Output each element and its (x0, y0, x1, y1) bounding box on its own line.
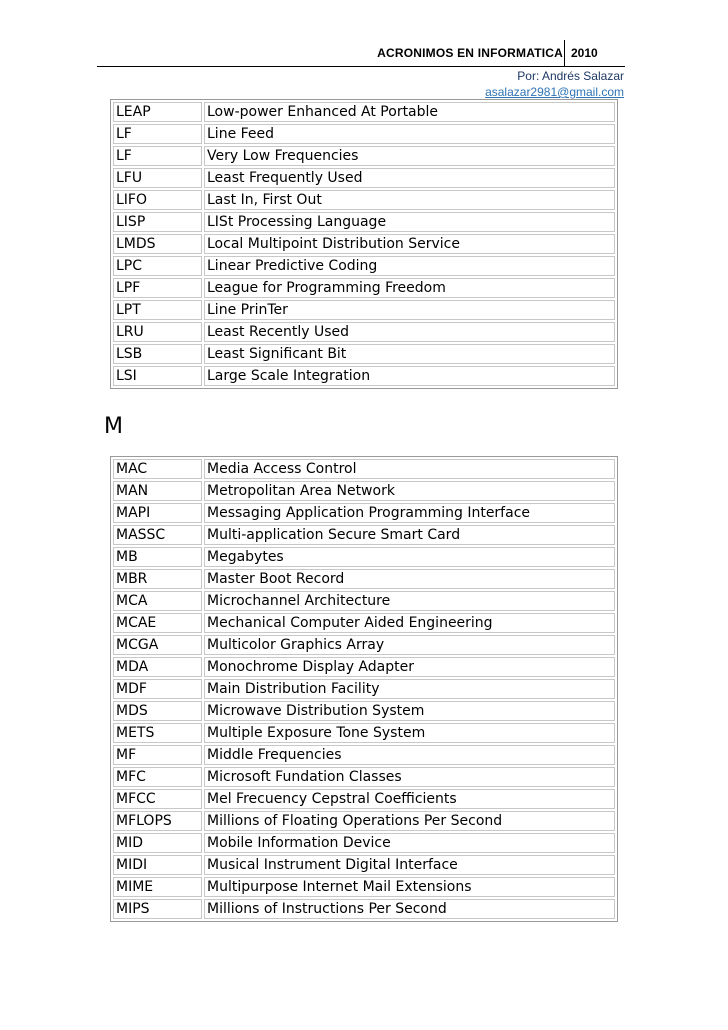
acronym-cell: MFLOPS (113, 811, 202, 831)
acronym-cell: MIPS (113, 899, 202, 919)
meaning-cell: Millions of Floating Operations Per Second (204, 811, 615, 831)
acronym-cell: MAC (113, 459, 202, 479)
table-row (113, 146, 615, 166)
acronym-cell: MDS (113, 701, 202, 721)
meaning-cell: Media Access Control (204, 459, 615, 479)
acronym-cell: LPC (113, 256, 202, 276)
acronym-cell: MIME (113, 877, 202, 897)
acronym-cell: MAN (113, 481, 202, 501)
meaning-cell: Least Significant Bit (204, 344, 615, 364)
meaning-cell: Large Scale Integration (204, 366, 615, 386)
acronym-cell: LPF (113, 278, 202, 298)
acronym-cell: MB (113, 547, 202, 567)
author-line: Por: Andrés Salazar (517, 69, 624, 83)
meaning-cell: Local Multipoint Distribution Service (204, 234, 615, 254)
meaning-cell: Megabytes (204, 547, 615, 567)
table-row (113, 723, 615, 743)
meaning-cell: Messaging Application Programming Interface (204, 503, 615, 523)
acronym-cell: MF (113, 745, 202, 765)
table-row (113, 124, 615, 144)
meaning-cell: Microwave Distribution System (204, 701, 615, 721)
meaning-cell: Musical Instrument Digital Interface (204, 855, 615, 875)
meaning-cell: Multi-application Secure Smart Card (204, 525, 615, 545)
table-row (113, 278, 615, 298)
meaning-cell: Line Feed (204, 124, 615, 144)
meaning-cell: Multicolor Graphics Array (204, 635, 615, 655)
meaning-cell: Multipurpose Internet Mail Extensions (204, 877, 615, 897)
meaning-cell: Mobile Information Device (204, 833, 615, 853)
table-row (113, 877, 615, 897)
table-row (113, 679, 615, 699)
table-row (113, 234, 615, 254)
section-heading-m: M (104, 414, 123, 439)
acronym-cell: LFU (113, 168, 202, 188)
table-row (113, 899, 615, 919)
acronym-cell: LRU (113, 322, 202, 342)
table-row (113, 635, 615, 655)
page-header (97, 40, 625, 67)
table-row (113, 569, 615, 589)
meaning-cell: Mel Frecuency Cepstral Coefficients (204, 789, 615, 809)
meaning-cell: Linear Predictive Coding (204, 256, 615, 276)
table-row (113, 256, 615, 276)
acronym-cell: MASSC (113, 525, 202, 545)
table-row (113, 701, 615, 721)
table-row (113, 190, 615, 210)
acronym-cell: METS (113, 723, 202, 743)
table-row (113, 481, 615, 501)
acronym-cell: MCGA (113, 635, 202, 655)
meaning-cell: Metropolitan Area Network (204, 481, 615, 501)
meaning-cell: Very Low Frequencies (204, 146, 615, 166)
acronym-cell: LPT (113, 300, 202, 320)
table-row (113, 811, 615, 831)
table-row (113, 855, 615, 875)
meaning-cell: Master Boot Record (204, 569, 615, 589)
acronym-table-m (110, 456, 618, 922)
table-row (113, 322, 615, 342)
author-email-link[interactable]: asalazar2981@gmail.com (485, 85, 624, 99)
acronym-cell: MFC (113, 767, 202, 787)
meaning-cell: Least Recently Used (204, 322, 615, 342)
table-row (113, 168, 615, 188)
table-row (113, 300, 615, 320)
table-row (113, 657, 615, 677)
acronym-cell: LSI (113, 366, 202, 386)
table-row (113, 547, 615, 567)
meaning-cell: Microsoft Fundation Classes (204, 767, 615, 787)
meaning-cell: Mechanical Computer Aided Engineering (204, 613, 615, 633)
acronym-cell: MDA (113, 657, 202, 677)
acronym-cell: MBR (113, 569, 202, 589)
meaning-cell: Last In, First Out (204, 190, 615, 210)
table-row (113, 833, 615, 853)
table-row (113, 745, 615, 765)
document-title: ACRONIMOS EN INFORMATICA (377, 46, 563, 60)
table-row (113, 767, 615, 787)
meaning-cell: Main Distribution Facility (204, 679, 615, 699)
acronym-cell: MAPI (113, 503, 202, 523)
header-divider (564, 40, 565, 66)
table-row (113, 789, 615, 809)
acronym-cell: MDF (113, 679, 202, 699)
acronym-cell: MCA (113, 591, 202, 611)
meaning-cell: LISt Processing Language (204, 212, 615, 232)
table-row (113, 212, 615, 232)
acronym-cell: LISP (113, 212, 202, 232)
meaning-cell: Low-power Enhanced At Portable (204, 102, 615, 122)
acronym-cell: LIFO (113, 190, 202, 210)
acronym-cell: LSB (113, 344, 202, 364)
meaning-cell: Millions of Instructions Per Second (204, 899, 615, 919)
document-year: 2010 (571, 46, 598, 60)
table-row (113, 344, 615, 364)
table-row (113, 525, 615, 545)
meaning-cell: Microchannel Architecture (204, 591, 615, 611)
meaning-cell: League for Programming Freedom (204, 278, 615, 298)
meaning-cell: Multiple Exposure Tone System (204, 723, 615, 743)
acronym-cell: LEAP (113, 102, 202, 122)
table-row (113, 613, 615, 633)
acronym-cell: LMDS (113, 234, 202, 254)
meaning-cell: Middle Frequencies (204, 745, 615, 765)
acronym-cell: MCAE (113, 613, 202, 633)
meaning-cell: Monochrome Display Adapter (204, 657, 615, 677)
acronym-cell: LF (113, 124, 202, 144)
table-row (113, 102, 615, 122)
table-row (113, 459, 615, 479)
acronym-cell: MID (113, 833, 202, 853)
acronym-table-l (110, 99, 618, 389)
acronym-cell: MFCC (113, 789, 202, 809)
table-row (113, 591, 615, 611)
acronym-cell: LF (113, 146, 202, 166)
meaning-cell: Line PrinTer (204, 300, 615, 320)
meaning-cell: Least Frequently Used (204, 168, 615, 188)
table-row (113, 503, 615, 523)
acronym-cell: MIDI (113, 855, 202, 875)
table-row (113, 366, 615, 386)
